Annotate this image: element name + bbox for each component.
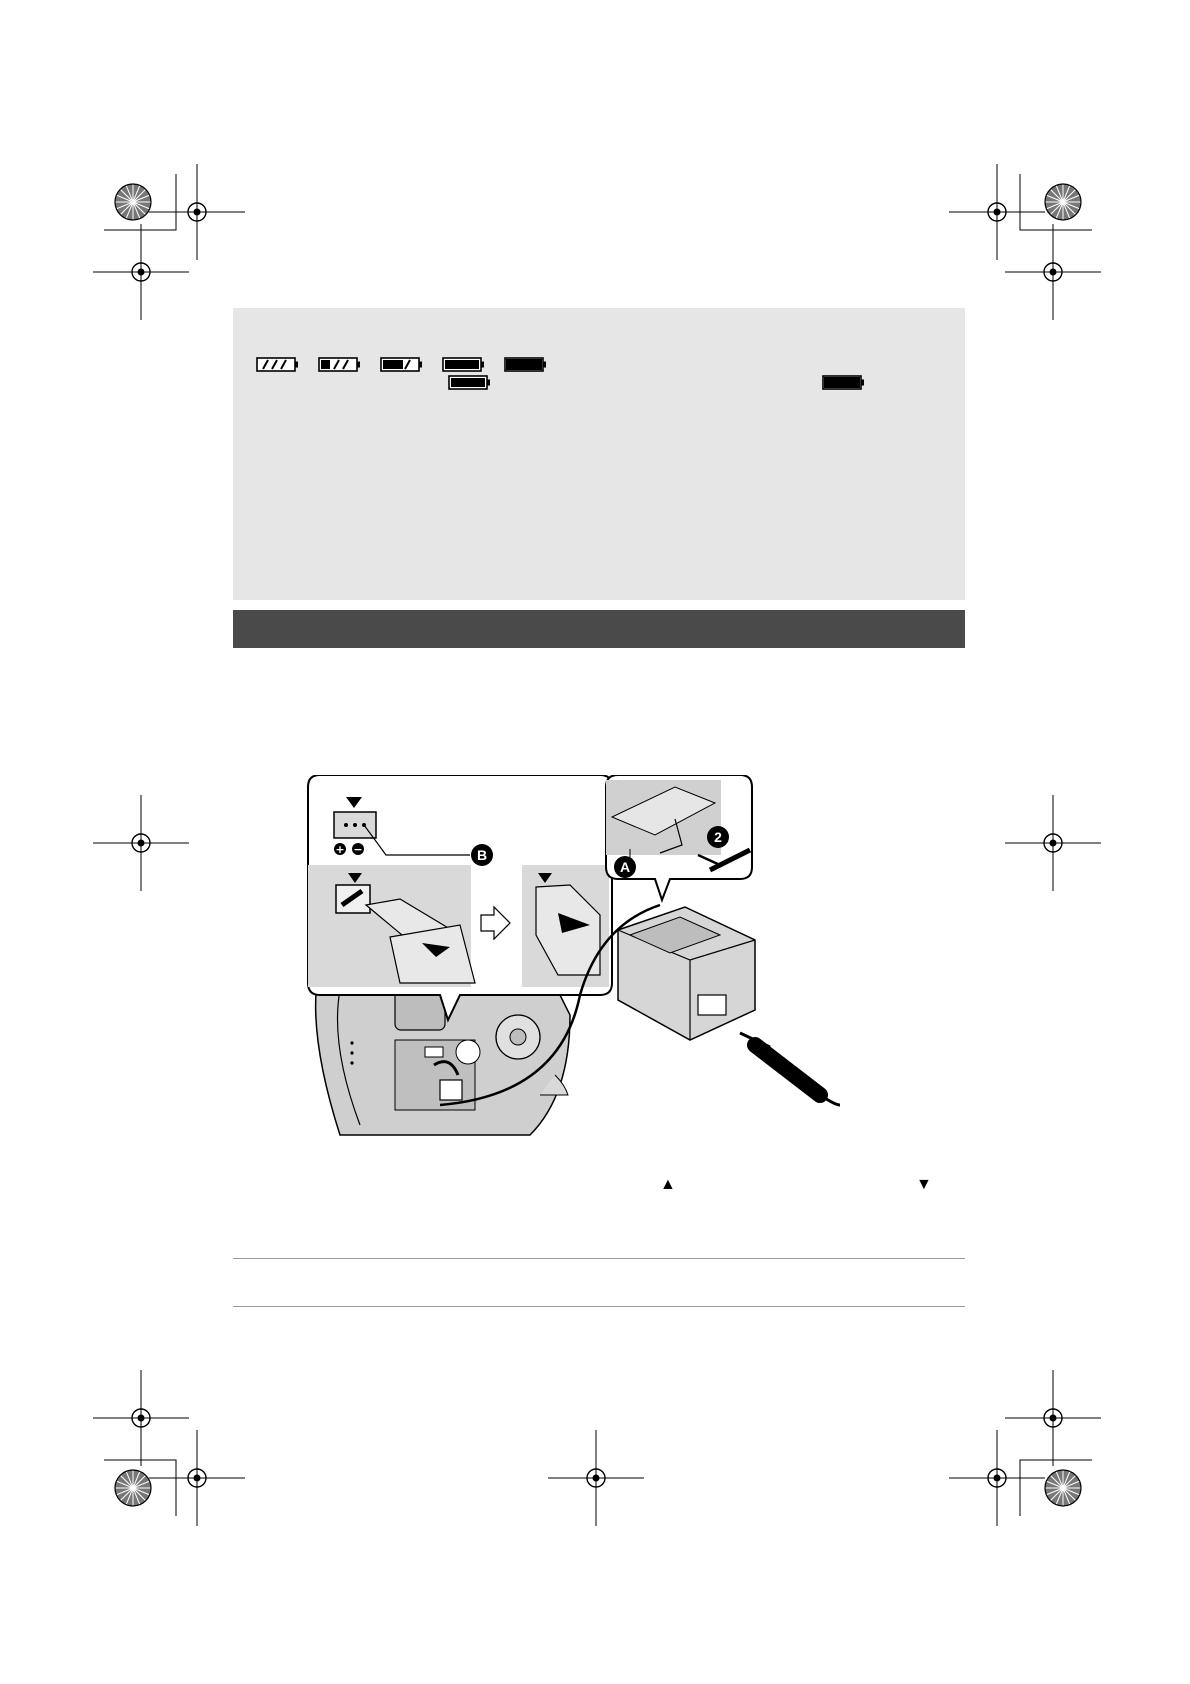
svg-text:2: 2 xyxy=(714,829,722,845)
battery-full-icon xyxy=(823,376,864,389)
step-2-label xyxy=(707,826,729,848)
battery-level-1-icon xyxy=(381,358,422,371)
svg-text:+: + xyxy=(335,843,345,856)
battery-level-0-icon xyxy=(443,358,484,371)
battery-empty-icon xyxy=(505,358,546,371)
charger-callout xyxy=(606,775,752,900)
battery-indicators xyxy=(233,308,965,600)
divider-bottom xyxy=(233,1306,965,1307)
divider-top xyxy=(233,1258,965,1259)
battery-low-icon xyxy=(449,376,490,389)
section-heading-bar xyxy=(233,610,965,648)
svg-text:−: − xyxy=(353,843,363,856)
svg-text:A: A xyxy=(619,859,631,875)
svg-text:B: B xyxy=(476,847,488,863)
battery-level-3-icon xyxy=(257,358,298,371)
up-triangle-marker: ▲ xyxy=(660,1176,676,1193)
battery-level-2-icon xyxy=(319,358,360,371)
terminal-callout xyxy=(308,775,612,1020)
charging-illustration xyxy=(300,775,940,1155)
note-box xyxy=(233,308,965,600)
charger-unit xyxy=(618,907,840,1105)
callout-a-label xyxy=(614,856,636,878)
down-triangle-marker: ▼ xyxy=(916,1176,932,1193)
callout-b-label xyxy=(471,844,493,866)
